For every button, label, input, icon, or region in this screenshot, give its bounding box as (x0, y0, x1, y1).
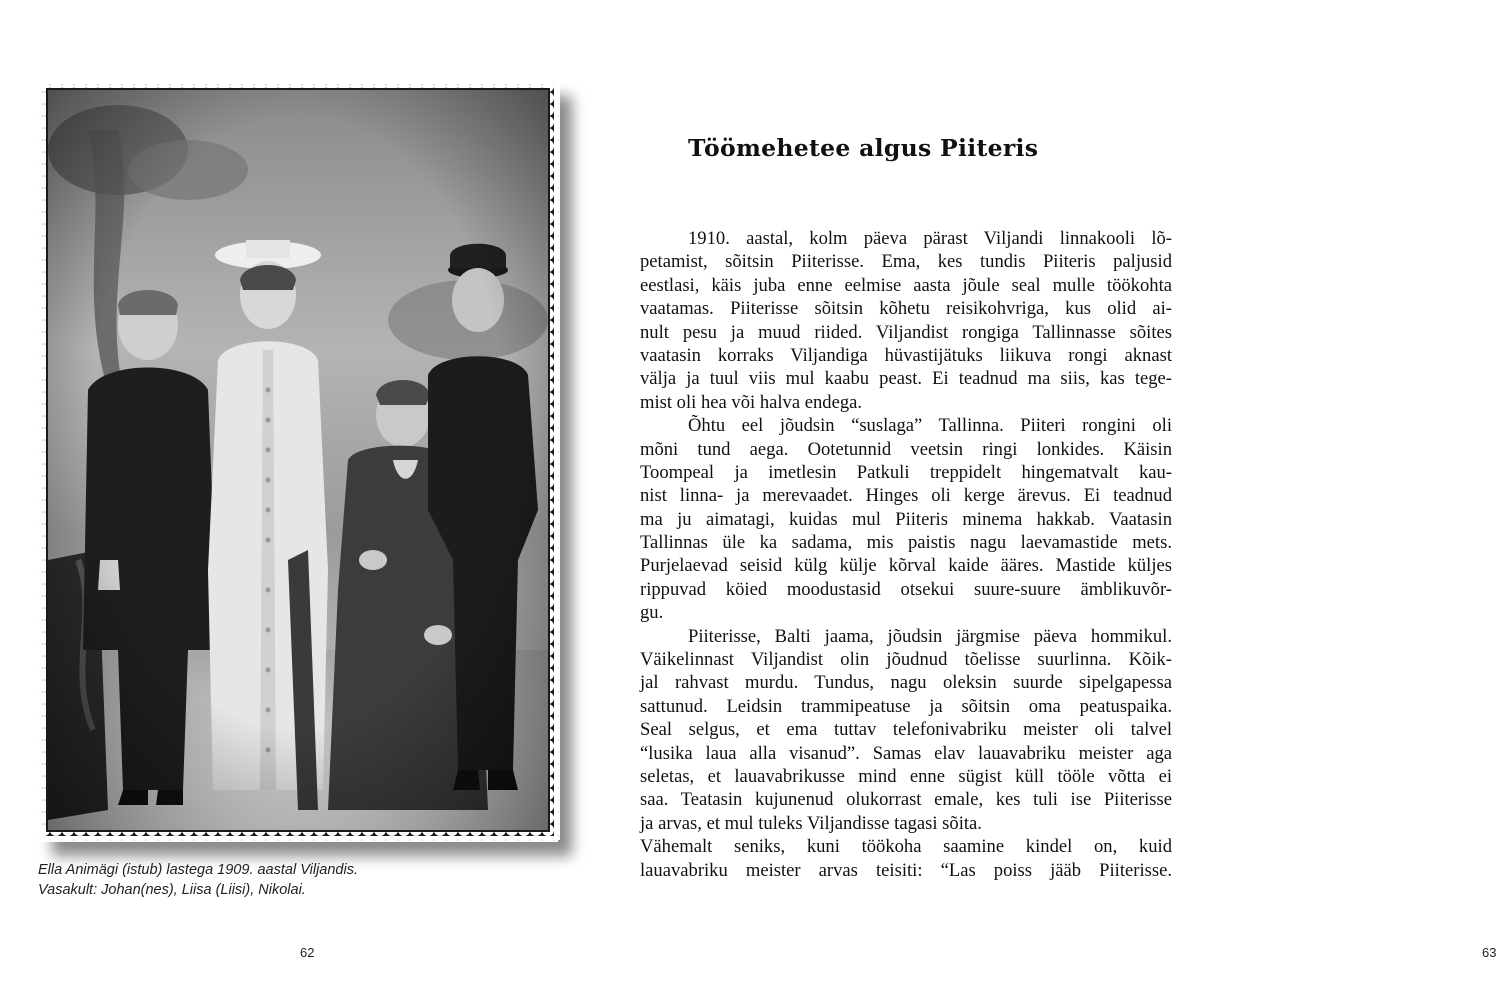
text-line: Piiterisse, Balti jaama, jõudsin järgmise päeva hommikul. (688, 625, 1172, 647)
photo-caption (38, 860, 478, 900)
text-line: lauavabriku meister arvas teisiti: “Las poiss jääb Piiterisse. (640, 859, 1172, 881)
page-number-right: 63 (1482, 945, 1496, 960)
text-line: nult pesu ja muud riided. Viljandist rongiga Tallinnasse sõites (640, 321, 1172, 343)
text-line: Purjelaevad seisid külg külje kõrval kaide ääres. Mastide küljes (640, 555, 1172, 577)
text-line: Seal selgus, et ema tuttav telefonivabriku meister oli talvel (640, 719, 1172, 741)
text-line: mõni tund aega. Ootetunnid veetsin ringi lonkides. Käisin (640, 438, 1172, 460)
text-line: nist linna- ja merevaadet. Hinges oli kerge ärevus. Ei teadnud (640, 485, 1172, 507)
text-line: jal rahvast murdu. Tundus, nagu oleksin suurde sipelgapessa (640, 672, 1172, 694)
chapter-title: Töömehetee algus Piiteris (688, 134, 1039, 162)
text-line: seletas, et lauavabrikusse mind enne sügist küll tööle võtta ei (640, 765, 1172, 787)
text-line: saa. Teatasin kujunenud olukorrast emale, kes tuli ise Piiterisse (640, 789, 1172, 811)
text-line: ja arvas, et mul tuleks Viljandisse tagasi sõita. (640, 812, 982, 834)
text-line: vaatasin korraks Viljandiga hüvastijätuks liikuva rongi aknast (640, 344, 1172, 366)
text-line: Vähemalt seniks, kuni töökoha saamine kindel on, kuid (640, 836, 1172, 858)
text-line: Toompeal ja imetlesin Patkuli treppidelt hingematvalt kau- (640, 461, 1172, 483)
text-line: mist oli hea või halva endega. (640, 391, 863, 413)
caption-line: Vasakult: Johan(nes), Liisa (Liisi), Nikolai. (38, 882, 306, 898)
text-line: petamist, sõitsin Piiterisse. Ema, kes tundis Piiteris paljusid (640, 251, 1172, 273)
right-page (600, 0, 1496, 995)
photo-frame (38, 80, 558, 840)
text-line: “lusika laua alla visanud”. Samas elav lauavabriku meister aga (640, 742, 1172, 764)
page-number-left: 62 (300, 945, 315, 960)
body-text (640, 227, 1172, 882)
text-line: sattunud. Leidsin trammipeatuse ja sõitsin oma peatuspaika. (640, 695, 1172, 717)
text-line: Õhtu eel jõudsin “suslaga” Tallinna. Piiteri rongini oli (688, 415, 1172, 437)
text-line: gu. (640, 602, 664, 624)
text-line: eestlasi, käis juba enne eelmise aasta jõule seal mulle töökohta (640, 274, 1172, 296)
text-line: Tallinnas üle ka sadama, mis paistis nagu laevamastide mets. (640, 532, 1172, 554)
text-line: vaatamas. Piiterisse sõitsin kõhetu reisikohvriga, kus olid ai- (640, 298, 1172, 320)
text-line: ma ju aimatagi, kuidas mul Piiteris minema hakkab. Vaatasin (640, 508, 1172, 530)
text-line: välja ja tuul viis mul kaabu peast. Ei teadnud ma siis, kas tege- (640, 368, 1172, 390)
text-line: 1910. aastal, kolm päeva pärast Viljandi linnakooli lõ- (688, 228, 1172, 249)
family-photo (48, 90, 548, 830)
text-line: rippuvad köied moodustasid otsekui suure-suure ämblikuvõr- (640, 578, 1172, 600)
caption-line: Ella Animägi (istub) lastega 1909. aastal Viljandis. (38, 862, 358, 878)
left-page (0, 0, 600, 995)
text-line: Väikelinnast Viljandist olin jõudnud tõelisse suurlinna. Kõik- (640, 649, 1172, 671)
